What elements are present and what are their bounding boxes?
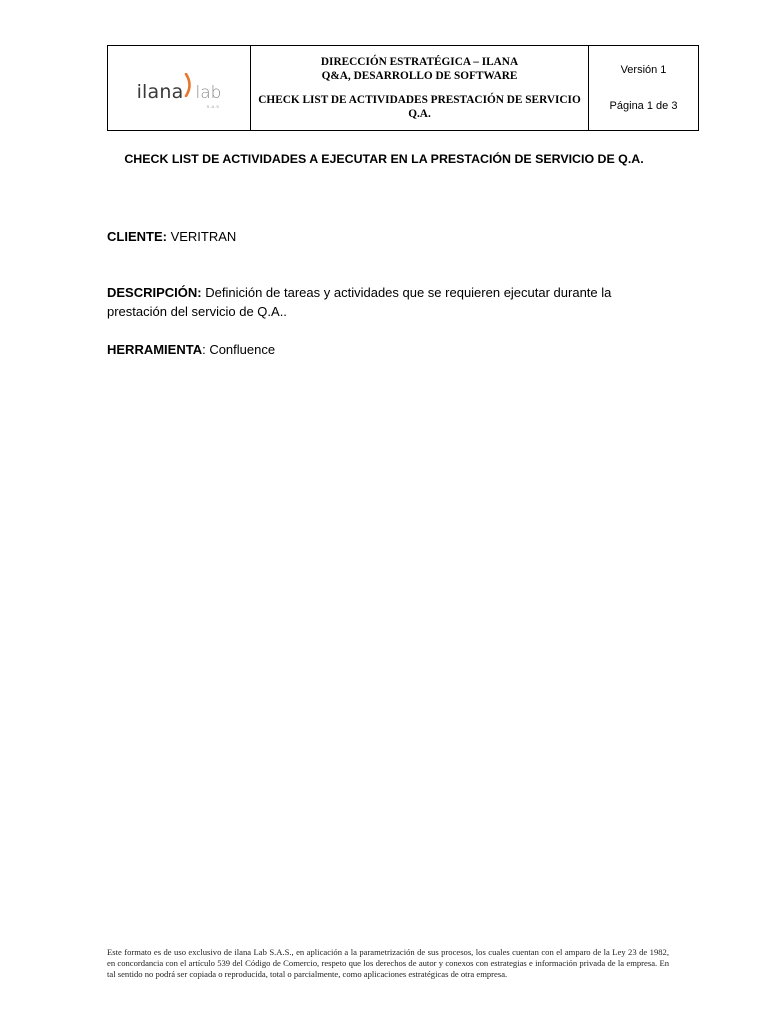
herramienta-value: : Confluence bbox=[202, 342, 276, 357]
logo-text: ilana bbox=[136, 80, 184, 103]
logo-paren-icon bbox=[184, 73, 193, 102]
header-title-cell bbox=[251, 46, 589, 131]
cliente-label: CLIENTE: bbox=[107, 229, 167, 244]
descripcion-label: DESCRIPCIÓN: bbox=[107, 285, 202, 300]
page-label: Página 1 de 3 bbox=[609, 100, 678, 112]
header-line-2: Q&A, DESARROLLO DE SOFTWARE bbox=[321, 70, 518, 82]
cliente-field bbox=[107, 227, 667, 246]
cliente-value: VERITRAN bbox=[166, 229, 237, 244]
footer-legal-note: Este formato es de uso exclusivo de ilana Lab S.A.S., en aplicación a la parametrización de sus procesos, los cuales cuentan con el amparo de la Ley 23 de 1982, en concordancia con el artículo 539 del Código de Comercio, respeto que los derechos de autor y conexos con estrategias e información privada de la empresa. En tal sentido no podrá ser copiada o reproducida, total o parcialmente, como aplicaciones estratégicas de otra empresa. bbox=[107, 947, 669, 979]
logo-cell bbox=[108, 46, 251, 131]
logo-suffix: lab bbox=[195, 82, 222, 103]
header-line-3: CHECK LIST DE ACTIVIDADES PRESTACIÓN DE SERVICIO Q.A. bbox=[258, 94, 581, 120]
descripcion-field bbox=[107, 283, 667, 321]
version-label: Versión 1 bbox=[620, 64, 667, 76]
document-header bbox=[107, 45, 699, 131]
header-line-1: DIRECCIÓN ESTRATÉGICA – ILANA bbox=[320, 56, 519, 68]
herramienta-field bbox=[107, 340, 667, 359]
logo-sas: S.A.S bbox=[206, 103, 220, 109]
herramienta-label: HERRAMIENTA bbox=[107, 342, 203, 357]
descripcion-value: Definición de tareas y actividades que se requieren ejecutar durante la prestación del servicio de Q.A.. bbox=[107, 285, 612, 319]
document-title: CHECK LIST DE ACTIVIDADES A EJECUTAR EN LA PRESTACIÓN DE SERVICIO DE Q.A. bbox=[124, 152, 644, 166]
ilana-lab-logo bbox=[136, 73, 222, 109]
header-meta-cell bbox=[589, 46, 699, 131]
